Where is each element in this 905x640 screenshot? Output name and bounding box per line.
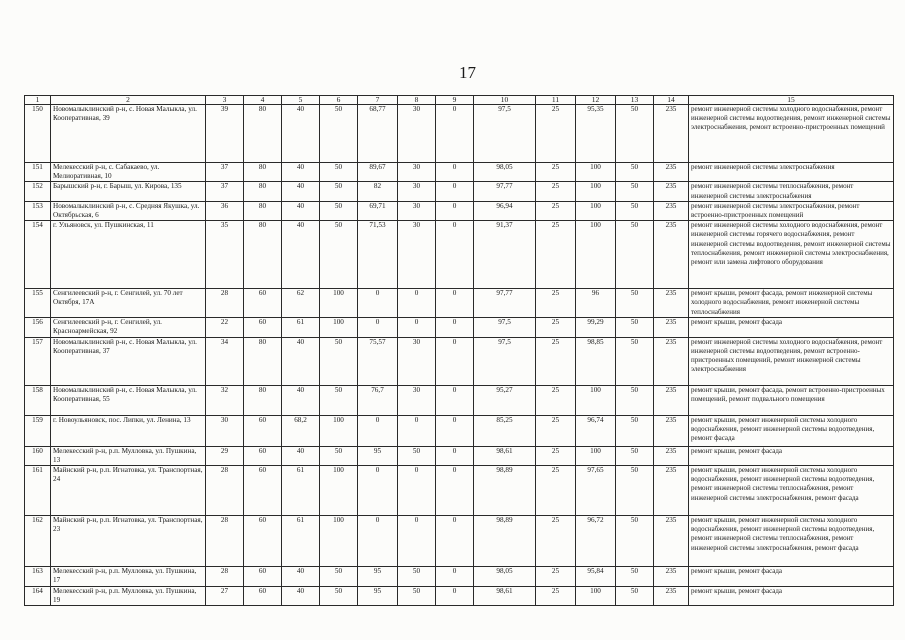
value-cell: 100 [320,415,358,446]
value-cell: 61 [282,318,320,337]
value-cell: 96,72 [576,516,616,567]
value-cell: 98,05 [474,163,536,182]
works-cell: ремонт крыши, ремонт фасада [689,567,894,587]
value-cell: 39 [206,105,244,163]
value-cell: 0 [358,415,398,446]
value-cell: 100 [576,587,616,606]
table-row [25,587,894,606]
table-row [25,415,894,446]
value-cell: 50 [616,385,654,415]
value-cell: 0 [436,466,474,516]
value-cell: 98,85 [576,337,616,385]
value-cell: 100 [320,289,358,318]
address-cell: г. Ульяновск, ул. Пушкинская, 11 [51,221,206,289]
row-number-cell: 164 [25,587,51,606]
address-cell: Новомалыклинский р-н, с. Новая Малыкла, ул. Кооперативная, 55 [51,385,206,415]
value-cell: 0 [358,516,398,567]
row-number-cell: 159 [25,415,51,446]
table-row [25,466,894,516]
value-cell: 35 [206,221,244,289]
value-cell: 0 [436,105,474,163]
value-cell: 235 [654,105,689,163]
value-cell: 40 [282,163,320,182]
column-header: 11 [536,96,576,105]
value-cell: 235 [654,163,689,182]
value-cell: 25 [536,446,576,465]
value-cell: 50 [616,446,654,465]
value-cell: 25 [536,385,576,415]
value-cell: 97,77 [474,182,536,201]
value-cell: 50 [320,105,358,163]
value-cell: 68,2 [282,415,320,446]
value-cell: 40 [282,201,320,220]
value-cell: 100 [576,201,616,220]
value-cell: 80 [244,163,282,182]
value-cell: 50 [616,466,654,516]
works-cell: ремонт крыши, ремонт фасада [689,318,894,337]
value-cell: 25 [536,318,576,337]
value-cell: 100 [576,163,616,182]
value-cell: 95 [358,446,398,465]
value-cell: 76,7 [358,385,398,415]
value-cell: 235 [654,466,689,516]
value-cell: 0 [398,466,436,516]
value-cell: 25 [536,415,576,446]
column-header: 3 [206,96,244,105]
header-row [25,96,894,105]
value-cell: 100 [576,385,616,415]
value-cell: 235 [654,415,689,446]
row-number-cell: 154 [25,221,51,289]
address-cell: Майнский р-н, р.п. Игнатовка, ул. Транспортная, 23 [51,516,206,567]
value-cell: 97,77 [474,289,536,318]
value-cell: 50 [320,337,358,385]
value-cell: 235 [654,318,689,337]
value-cell: 25 [536,182,576,201]
value-cell: 30 [206,415,244,446]
value-cell: 99,29 [576,318,616,337]
value-cell: 29 [206,446,244,465]
value-cell: 50 [398,587,436,606]
address-cell: Сенгилеевский р-н, г. Сенгилей, ул. 70 лет Октября, 17А [51,289,206,318]
row-number-cell: 157 [25,337,51,385]
value-cell: 235 [654,221,689,289]
value-cell: 100 [576,221,616,289]
row-number-cell: 152 [25,182,51,201]
value-cell: 95,84 [576,567,616,587]
value-cell: 0 [436,587,474,606]
works-cell: ремонт инженерной системы теплоснабжения, ремонт инженерной системы электроснабжения [689,182,894,201]
works-cell: ремонт инженерной системы холодного водоснабжения, ремонт инженерной системы водоотведения, ремонт встроенно-пристроенных помещений, ремонт инженерной системы электроснабжения [689,337,894,385]
value-cell: 0 [436,516,474,567]
value-cell: 85,25 [474,415,536,446]
value-cell: 60 [244,289,282,318]
value-cell: 61 [282,466,320,516]
value-cell: 60 [244,567,282,587]
value-cell: 50 [616,516,654,567]
data-table [24,95,894,606]
address-cell: Барышский р-н, г. Барыш, ул. Кирова, 135 [51,182,206,201]
table-row [25,318,894,337]
value-cell: 25 [536,201,576,220]
value-cell: 30 [398,385,436,415]
row-number-cell: 163 [25,567,51,587]
table-row [25,182,894,201]
value-cell: 50 [320,182,358,201]
works-cell: ремонт крыши, ремонт фасада, ремонт встроенно-пристроенных помещений, ремонт подвального помещения [689,385,894,415]
value-cell: 40 [282,446,320,465]
table-container [24,95,893,606]
value-cell: 0 [358,466,398,516]
value-cell: 91,37 [474,221,536,289]
address-cell: Мелекесский р-н, с. Сабакаево, ул. Мелиоративная, 10 [51,163,206,182]
value-cell: 0 [436,221,474,289]
value-cell: 95 [358,587,398,606]
value-cell: 68,77 [358,105,398,163]
value-cell: 28 [206,466,244,516]
value-cell: 36 [206,201,244,220]
value-cell: 235 [654,587,689,606]
value-cell: 0 [398,289,436,318]
value-cell: 69,71 [358,201,398,220]
value-cell: 96,74 [576,415,616,446]
value-cell: 40 [282,221,320,289]
row-number-cell: 161 [25,466,51,516]
value-cell: 0 [398,516,436,567]
address-cell: Новомалыклинский р-н, с. Новая Малыкла, ул. Кооперативная, 39 [51,105,206,163]
value-cell: 27 [206,587,244,606]
value-cell: 30 [398,337,436,385]
value-cell: 60 [244,587,282,606]
value-cell: 235 [654,516,689,567]
value-cell: 95,35 [576,105,616,163]
value-cell: 50 [616,201,654,220]
value-cell: 100 [576,182,616,201]
page-number: 17 [459,63,476,82]
value-cell: 28 [206,289,244,318]
value-cell: 60 [244,516,282,567]
column-header: 2 [51,96,206,105]
address-cell: Мелекесский р-н, р.п. Мулловка, ул. Пушкина, 19 [51,587,206,606]
value-cell: 235 [654,446,689,465]
value-cell: 89,67 [358,163,398,182]
works-cell: ремонт инженерной системы электроснабжения, ремонт встроенно-пристроенных помещений [689,201,894,220]
value-cell: 40 [282,182,320,201]
value-cell: 71,53 [358,221,398,289]
value-cell: 40 [282,567,320,587]
value-cell: 80 [244,105,282,163]
column-header: 12 [576,96,616,105]
value-cell: 98,61 [474,587,536,606]
value-cell: 235 [654,201,689,220]
works-cell: ремонт крыши, ремонт фасада, ремонт инженерной системы холодного водоснабжения, ремонт инженерной системы теплоснабжения [689,289,894,318]
address-cell: Мелекесский р-н, р.п. Мулловка, ул. Пушкина, 17 [51,567,206,587]
value-cell: 98,89 [474,466,536,516]
works-cell: ремонт инженерной системы холодного водоснабжения, ремонт инженерной системы водоотведения, ремонт инженерной системы электроснабжения, ремонт встроенно-пристроенных помещений [689,105,894,163]
value-cell: 0 [398,318,436,337]
table-row [25,385,894,415]
value-cell: 97,5 [474,318,536,337]
value-cell: 80 [244,182,282,201]
value-cell: 50 [616,163,654,182]
row-number-cell: 156 [25,318,51,337]
value-cell: 50 [320,446,358,465]
value-cell: 98,05 [474,567,536,587]
value-cell: 25 [536,289,576,318]
value-cell: 60 [244,466,282,516]
value-cell: 40 [282,337,320,385]
table-row [25,289,894,318]
value-cell: 50 [320,163,358,182]
value-cell: 40 [282,385,320,415]
value-cell: 25 [536,516,576,567]
value-cell: 0 [436,318,474,337]
value-cell: 25 [536,587,576,606]
value-cell: 0 [358,289,398,318]
value-cell: 235 [654,385,689,415]
value-cell: 50 [320,385,358,415]
value-cell: 62 [282,289,320,318]
table-row [25,221,894,289]
address-cell: Новомалыклинский р-н, с. Средняя Якушка, ул. Октябрьская, 6 [51,201,206,220]
table-row [25,105,894,163]
column-header: 8 [398,96,436,105]
value-cell: 37 [206,163,244,182]
value-cell: 97,65 [576,466,616,516]
works-cell: ремонт инженерной системы холодного водоснабжения, ремонт инженерной системы горячего водоснабжения, ремонт инженерной системы водоотведения, ремонт инженерной системы теплоснабжения, ремонт инженерной системы электроснабжения, ремонт или замена лифтового оборудования [689,221,894,289]
value-cell: 98,89 [474,516,536,567]
address-cell: Сенгилеевский р-н, г. Сенгилей, ул. Красноармейская, 92 [51,318,206,337]
value-cell: 100 [320,318,358,337]
table-row [25,163,894,182]
value-cell: 50 [616,318,654,337]
value-cell: 50 [616,587,654,606]
works-cell: ремонт крыши, ремонт инженерной системы холодного водоснабжения, ремонт инженерной системы водоотведения, ремонт фасада [689,415,894,446]
table-row [25,337,894,385]
row-number-cell: 158 [25,385,51,415]
value-cell: 97,5 [474,337,536,385]
value-cell: 50 [320,587,358,606]
value-cell: 0 [358,318,398,337]
table-row [25,567,894,587]
value-cell: 60 [244,415,282,446]
value-cell: 0 [436,182,474,201]
value-cell: 0 [436,337,474,385]
row-number-cell: 153 [25,201,51,220]
value-cell: 50 [616,289,654,318]
value-cell: 25 [536,163,576,182]
value-cell: 28 [206,516,244,567]
value-cell: 97,5 [474,105,536,163]
value-cell: 25 [536,466,576,516]
value-cell: 25 [536,567,576,587]
column-header: 10 [474,96,536,105]
value-cell: 235 [654,567,689,587]
address-cell: г. Новоульяновск, пос. Липки, ул. Ленина, 13 [51,415,206,446]
column-header: 13 [616,96,654,105]
column-header: 9 [436,96,474,105]
value-cell: 30 [398,163,436,182]
address-cell: Майнский р-н, р.п. Игнатовка, ул. Транспортная, 24 [51,466,206,516]
value-cell: 40 [282,587,320,606]
value-cell: 30 [398,182,436,201]
works-cell: ремонт инженерной системы электроснабжения [689,163,894,182]
value-cell: 50 [320,201,358,220]
column-header: 14 [654,96,689,105]
address-cell: Мелекесский р-н, р.п. Мулловка, ул. Пушкина, 13 [51,446,206,465]
value-cell: 50 [616,337,654,385]
value-cell: 32 [206,385,244,415]
row-number-cell: 155 [25,289,51,318]
value-cell: 80 [244,337,282,385]
works-cell: ремонт крыши, ремонт инженерной системы холодного водоснабжения, ремонт инженерной системы водоотведения, ремонт инженерной системы теплоснабжения, ремонт инженерной системы электроснабжения, ремонт фасада [689,466,894,516]
value-cell: 96 [576,289,616,318]
value-cell: 60 [244,318,282,337]
column-header: 7 [358,96,398,105]
value-cell: 0 [436,567,474,587]
value-cell: 0 [398,415,436,446]
value-cell: 82 [358,182,398,201]
value-cell: 80 [244,221,282,289]
table-body [25,105,894,606]
value-cell: 50 [616,415,654,446]
value-cell: 25 [536,105,576,163]
row-number-cell: 160 [25,446,51,465]
works-cell: ремонт крыши, ремонт фасада [689,446,894,465]
value-cell: 30 [398,221,436,289]
value-cell: 98,61 [474,446,536,465]
value-cell: 235 [654,289,689,318]
value-cell: 60 [244,446,282,465]
works-cell: ремонт крыши, ремонт фасада [689,587,894,606]
value-cell: 61 [282,516,320,567]
value-cell: 30 [398,105,436,163]
value-cell: 50 [398,567,436,587]
value-cell: 40 [282,105,320,163]
value-cell: 34 [206,337,244,385]
address-cell: Новомалыклинский р-н, с. Новая Малыкла, ул. Кооперативная, 37 [51,337,206,385]
value-cell: 50 [616,105,654,163]
value-cell: 235 [654,337,689,385]
value-cell: 100 [320,466,358,516]
value-cell: 100 [576,446,616,465]
value-cell: 0 [436,446,474,465]
row-number-cell: 150 [25,105,51,163]
value-cell: 37 [206,182,244,201]
table-row [25,446,894,465]
works-cell: ремонт крыши, ремонт инженерной системы холодного водоснабжения, ремонт инженерной системы водоотведения, ремонт инженерной системы теплоснабжения, ремонт инженерной системы электроснабжения, ремонт фасада [689,516,894,567]
value-cell: 100 [320,516,358,567]
value-cell: 25 [536,221,576,289]
value-cell: 50 [616,221,654,289]
value-cell: 50 [616,182,654,201]
column-header: 1 [25,96,51,105]
value-cell: 80 [244,201,282,220]
value-cell: 96,94 [474,201,536,220]
value-cell: 0 [436,289,474,318]
column-header: 15 [689,96,894,105]
value-cell: 50 [398,446,436,465]
value-cell: 25 [536,337,576,385]
value-cell: 95,27 [474,385,536,415]
column-header: 4 [244,96,282,105]
row-number-cell: 162 [25,516,51,567]
value-cell: 50 [616,567,654,587]
column-header: 5 [282,96,320,105]
value-cell: 50 [320,221,358,289]
value-cell: 22 [206,318,244,337]
value-cell: 80 [244,385,282,415]
value-cell: 50 [320,567,358,587]
value-cell: 0 [436,385,474,415]
row-number-cell: 151 [25,163,51,182]
value-cell: 95 [358,567,398,587]
value-cell: 0 [436,415,474,446]
value-cell: 28 [206,567,244,587]
value-cell: 235 [654,182,689,201]
table-row [25,201,894,220]
column-header: 6 [320,96,358,105]
value-cell: 75,57 [358,337,398,385]
value-cell: 30 [398,201,436,220]
table-row [25,516,894,567]
value-cell: 0 [436,163,474,182]
value-cell: 0 [436,201,474,220]
